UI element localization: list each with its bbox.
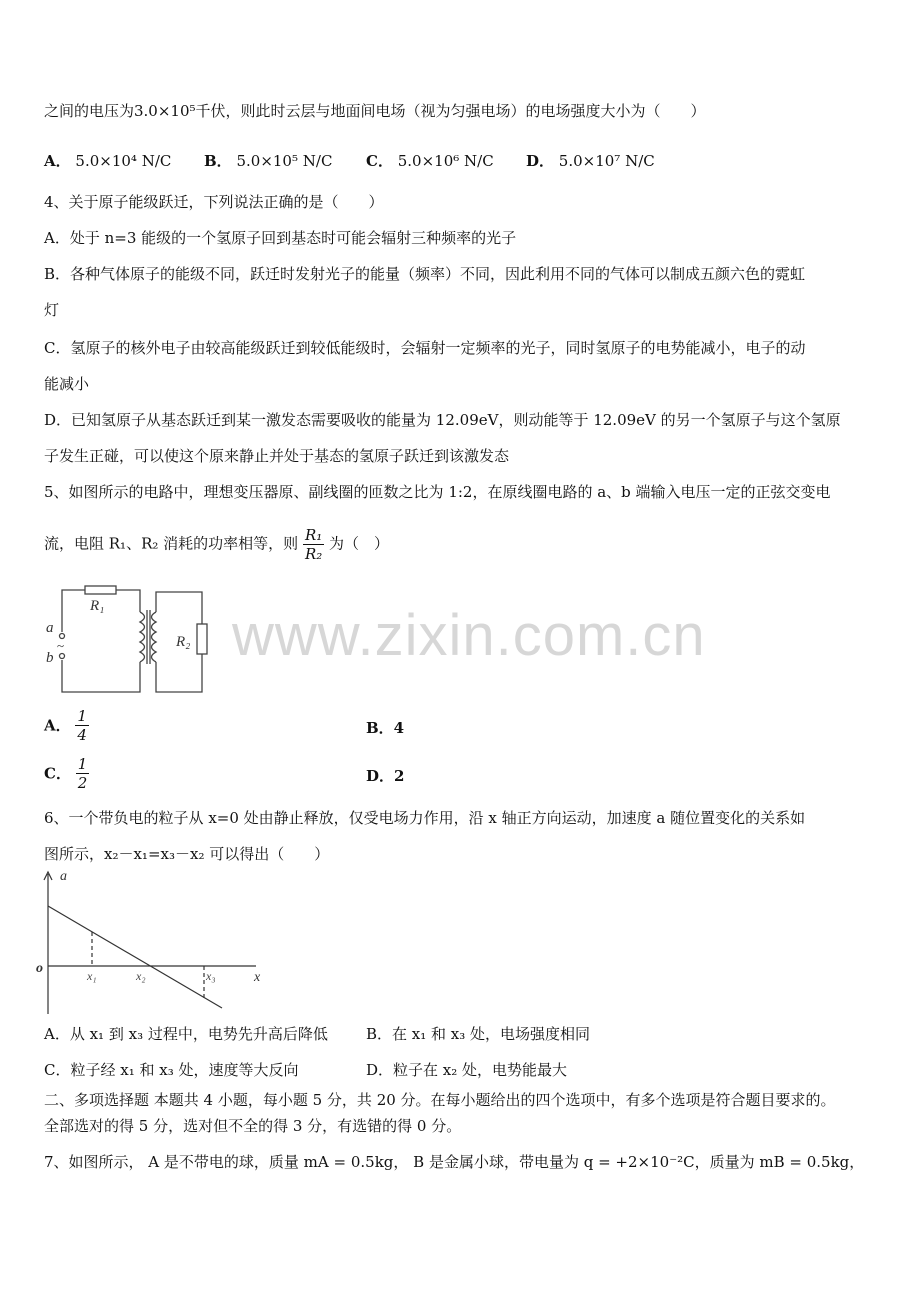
watermark: www.zixin.com.cn xyxy=(232,603,706,668)
q6-option-d: D．粒子在 x₂ 处，电势能最大 xyxy=(366,1061,568,1079)
q6-option-a: A．从 x₁ 到 x₃ 过程中，电势先升高后降低 xyxy=(44,1025,328,1043)
q5-option-b: B．4 xyxy=(366,719,405,737)
q3-option-a: A． 5.0×10⁴ N/C xyxy=(44,152,172,170)
section2-heading-line2: 全部选对的得 5 分，选对但不全的得 3 分，有选错的得 0 分。 xyxy=(44,1117,462,1135)
q3-option-b: B． 5.0×10⁵ N/C xyxy=(204,152,333,170)
q5-stem-line2: 流，电阻 R₁、R₂ 消耗的功率相等，则 $\frac{\text{R₁}}{\text{R₂}}$ 为（ ） xyxy=(44,526,390,563)
resistor-r1 xyxy=(85,586,116,594)
q5-option-c: C． $\frac{1}{2}$ xyxy=(44,755,88,792)
q3-options xyxy=(44,151,655,171)
origin-label: o xyxy=(36,961,43,976)
label-r2: R₂ xyxy=(176,634,191,650)
ac-source-symbol: ~ xyxy=(57,638,65,653)
q3-option-c: C． 5.0×10⁶ N/C xyxy=(366,152,494,170)
q4-option-a: A．处于 n=3 能级的一个氢原子回到基态时可能会辐射三种频率的光子 xyxy=(44,229,517,247)
q4-option-c-line1: C．氢原子的核外电子由较高能级跃迁到较低能级时，会辐射一定频率的光子，同时氢原子的电势能减小，电子的动 xyxy=(44,339,806,357)
q4-option-c-line2: 能减小 xyxy=(44,375,90,393)
label-a: a xyxy=(46,620,54,636)
q5-stem-line1: 5、如图所示的电路中，理想变压器原、副线圈的匝数之比为 1:2，在原线圈电路的 a、b 端输入电压一定的正弦交变电 xyxy=(44,483,831,501)
q5-option-a: A． $\frac{1}{4}$ xyxy=(44,707,87,744)
q6-option-b: B．在 x₁ 和 x₃ 处，电场强度相同 xyxy=(366,1025,591,1043)
x-axis-label: x xyxy=(254,970,261,985)
q6-stem-line1: 6、一个带负电的粒子从 x=0 处由静止释放，仅受电场力作用，沿 x 轴正方向运动，加速度 a 随位置变化的关系如 xyxy=(44,809,806,827)
q4-stem: 4、关于原子能级跃迁，下列说法正确的是（ ） xyxy=(44,193,384,211)
q3-stem: 之间的电压为3.0×10⁵千伏，则此时云层与地面间电场（视为匀强电场）的电场强度大小为（ ） xyxy=(44,102,706,120)
q7-stem: 7、如图所示， A 是不带电的球，质量 mA = 0.5kg， B 是金属小球，带电量为 q = +2×10⁻²C，质量为 mB = 0.5kg， xyxy=(44,1153,865,1171)
q4-option-b-line1: B．各种气体原子的能级不同，跃迁时发射光子的能量（频率）不同，因此利用不同的气体可以制成五颜六色的霓虹 xyxy=(44,265,806,283)
label-r1: R₁ xyxy=(90,598,105,614)
x2-label: x₂ xyxy=(136,969,146,983)
acceleration-position-graph xyxy=(34,868,274,1018)
q6-option-c: C．粒子经 x₁ 和 x₃ 处，速度等大反向 xyxy=(44,1061,299,1079)
q6-stem-line2: 图所示，x₂－x₁=x₃－x₂ 可以得出（ ） xyxy=(44,845,330,863)
label-b: b xyxy=(46,650,54,666)
q5-option-d: D．2 xyxy=(366,767,405,785)
q4-option-b-line2: 灯 xyxy=(44,301,60,319)
q3-option-d: D． 5.0×10⁷ N/C xyxy=(526,152,655,170)
x3-label: x₃ xyxy=(206,969,216,983)
q4-option-d-line2: 子发生正碰，可以使这个原来静止并处于基态的氢原子跃迁到该激发态 xyxy=(44,447,510,465)
transformer-circuit-diagram xyxy=(40,582,220,698)
q4-option-d-line1: D．已知氢原子从基态跃迁到某一激发态需要吸收的能量为 12.09eV，则动能等于 12.09eV 的另一个氢原子与这个氢原 xyxy=(44,411,841,429)
section2-heading-line1: 二、多项选择题 本题共 4 小题，每小题 5 分，共 20 分。在每小题给出的四个选项中，有多个选项是符合题目要求的。 xyxy=(44,1091,836,1109)
a-x-line xyxy=(48,906,222,1008)
r1-over-r2-fraction: $\frac{\text{R₁}}{\text{R₂}}$ xyxy=(304,526,323,563)
y-axis-label: a xyxy=(60,869,67,884)
x1-label: x₁ xyxy=(87,969,97,983)
resistor-r2 xyxy=(197,624,207,654)
